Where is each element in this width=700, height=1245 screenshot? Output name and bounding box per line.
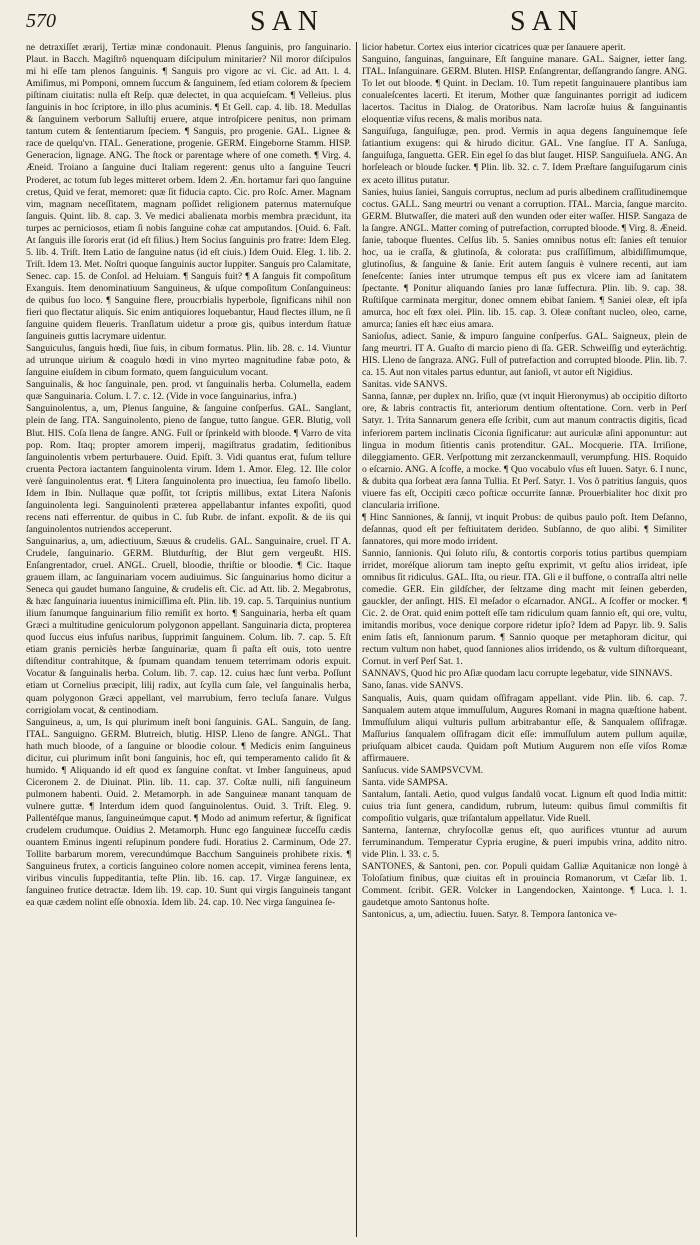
entry: Sanguinalis, & hoc ſanguinale, pen. prod. vt ſanguinalis herba. Columella, eadem quæ Sanguinaria. Colum. l. 7. c. 12. (Vide in voce ſanguinarius, infra.)	[26, 379, 351, 403]
entry: ne detraxiſſet ærarij, Tertiæ minæ condonauit. Plenus ſanguinis, pro ſanguinario. Plaut. in Bacch. Magiſtrô nquenquam diſcipulum minitarier? Nil moror diſcipulos mi hi eſſe tam plenos ſanguinis. ¶ Sanguis pro vigore ac vi. Cic. ad Att. l. 4. Amiſimus, mi Pomponi, omnem ſuccum & ſanguinem, ſed etiam colorem & ſpeciem piſtinam ciuitatis: nulla eſt Reſp. quæ delectet, in qua acquieſcam. ¶ Velleius. plus ſanguinis in hoc ſcriptore, in illo plus acuminis. ¶ Et Gell. cap. 4. lib. 18. Medullas & ſanguinem verborum Salluſtij eruere, atque introſpicere penitus, non primam tantum cutem & ſententiarum ſpeciem. ¶ Sanguis, pro progenie. GAL. Lignee & race de quelqu'vn. ITAL. Generatione, progenie. GERM. Eingeborne Stamm. HISP. Generacion, lignage. ANG. The ſtock or parentage where of one cometh. ¶ Virg. 4. Æneid. Troiano a ſanguine duci Italiam regerent: genus ulto a ſanguine Teucri Proderet, ac totum ſub leges mitteret orbem. Idem 2. Æn. hortamur fari quo ſanguine cretus, Quid ve ferat, memoret: quæ ſit fiducia capto. Cic. pro Roſc. Amer. Magnam vim, magnam neceſſitatem, magnam poſſidet religionem paternus maternuſque ſanguis. Quint. lib. 8. cap. 3. Ve medici abalienata morbis membra præcidunt, ita turpes ac perniciosos, etiam ſi nobis ſanguine cohæ cat amputandos. [Ouid. 6. Faſt. At ſanguis ille ſororis erat (id eſt filius.) Item Socius ſanguinis pro fratre: Idem Eleg. 5. lib. 4. Triſt. Item Latio de ſanguine natus (id eſt ciuis.) Idem Ouid. Eleg. 1. lib. 2. Triſt. Idem 13. Met. Noſtri quoque ſanguinis auctor Iuppiter. Sanguis pro Calamitate, Senec. cap. 15. de Conſol. ad Heluiam. ¶ Sanguis fuit? ¶ A ſanguis fit compoſitum Exanguis. Item denominatiuum Sanguineus, & uſque compoſitum Conſanguineus: de quibus ſuo loco. ¶ Sanguine flere, proucrbialis hyperbole, ſignificans nihil non fieri quo flectatur aliquis. Sic enim antiquiores loquebantur, Haud flectes illum, ne ſi ſanguine quidem fleueris. Tranſlatum uidetur a proœ gis, quibus interdum ſtatuæ ſanguineis guttis lacrymare uidentur.	[26, 42, 351, 343]
entry: Sanguinarius, a, um, adiectiuum, Sæuus & crudelis. GAL. Sanguinaire, cruel. IT A. Crudele, ſanguinario. GERM. Blutdurſtig, der Blut gern vergeußt. HIS. Enſangrentador, cruel. ANGL. Cruell, bloodie, thriſtie or bloodie. ¶ Cic. Itaque grauem illam, ac ſanguinariam vocem audiuimus. Sic ſanguinarius homo dicitur a Seneca qui gaudet humano ſanguine, & crudelis eſt. Cic. ad Att. lib. 2. Megabrotus, & hæc ſanguinaria iuuentus inimiciſſima eſt. Plin. lib. 19. cap. 5. Tarquinius nuntium ilium ſanumque ſanguinarium filio remiſit ex horto. ¶ Sanguinaria, herba eſt quam Græci a multitudine geniculorum polygonon appellant. Sanguinaria dicta, propterea quod ſuccus eius infuſus naribus, ſupprimit ſanguinem. Colum. lib. 7. cap. 5. Eſt etiam granis perniciès herbæ ſanguinariæ, quam ſi paſta eſt ouis, toto uentre diſtenditur contrahitque, & ſpumam quandam tenuem teterrimam odoris expuit. Vocatur & ſanguinalis herba. Colum. lib. 7. cap. 12. cuius hæc ſunt verba. Poſſunt etiam ut Cornelius præcipit, lilij radix, aut ſcylla cum ſale, vel ſanguinalis herba, quam polygonon Græci appellant, vel marrubium, ferro tecluſa ſanare. Vulgus corrigiolam vocat, & centinodiam.	[26, 535, 351, 716]
entry: Sannio, ſannionis. Qui ſoluto riſu, & contortis corporis totius partibus quempiam irridet, moréſque aliorum tam inepto geſtu exprimit, vt geſtu alios irrideat, ipſe omnibus ſit ridiculus. GAL. Iſta, ou rieur. ITA. Gli e il buffone, o contraſſa altri nelle comedie. GER. Ein gildſcher, der ſeltzame ding macht mit ſeinen geberden, gauckler, der anſingt. HIS. El meſador o eſcarnador. ANGL. A ſcoffer or mocker. ¶ Cic. 2. de Orat. quid enim potteſt eſſe tam ridiculum quam ſannio eſt, qui ore, vultu, imitandis moribus, voce denique corpore ridetur ipſo? Idem ad Papyr. lib. 9. Salis enim ſatis eſt, ſannionum parum. ¶ Sannio quoque per metaphoram dicitur, qui rectum vultum non habet, quod ſanniones alios irridendo, os & vultum diſtorqueant, Cornut. in verſ Perſ Sat. 1.	[362, 547, 687, 668]
entry: Santonicus, a, um, adiectiu. Iuuen. Satyr. 8. Tempora ſantonica ve-	[362, 909, 617, 921]
entry: Sano, ſanas. vide SANVS.	[362, 680, 464, 692]
left-column	[26, 42, 351, 1237]
running-head-left: SAN	[250, 6, 325, 37]
entry: ¶ Hinc Sanniones, & ſannij, vt inquit Probus: de quibus paulo poſt. Item Deſanno, deſannas, quod eſt per feſtiuitatem derideo. Subſanno, de quo alibi. ¶ Similiter ſannatores, qui more modo irrident.	[362, 511, 687, 547]
entry: Santa. vide SAMPSA.	[362, 776, 448, 788]
entry: Sanguino, ſanguinas, ſanguinare, Eſt ſanguine manare. GAL. Saigner, ietter ſang. ITAL. Inſanguinare. GERM. Bluten. HISP. Enſangrentar, deſſangrando ſangre. ANG. To let out bloode. ¶ Quint. in Declam. 10. Tum repetit ſanguinauere plantibus iam conualeſcentes lacerti. Et iterum, Mother quæ ſanguinantes porrigit ad iudicem lacertos. Tacitus in Dialog. de Oratoribus. Nam lacroſæ huius & ſanguinantis eloquentiæ viſus recens, & malis moribus nata.	[362, 54, 687, 126]
entry: Sanies, huius ſaniei, Sanguis corruptus, neclum ad puris albedinem craſſitudinemque coctus. GALL. Sang meurtri ou venant a corruption. ITAL. Marcia, ſangue marcito. GERM. Blutwaſſer, die materi auß den wunden oder eiter waſſer. HISP. Sangaza de la ſangre. ANGL. Matter coming of putrefaction, corrupted bloode. ¶ Virg. 8. Æneid. ſanie, taboque fluentes. Celſus lib. 5. Sanies omnibus notus eſt: ſanies eſt tenuior hoc, ua ie craſſa, & glutinoſa, & colorata: pus craſſiſſimum, albidiſſimumque, glutinoſius, & ſanguine & ſanie. Erit autem ſanguis è vulnere recenti, aut iam ſeneſcente: ſanies inter utrumque tempus eſt pus ex vlcere iam ad ſanitatem ſpectante. ¶ Ponitur aliquando ſanies pro lanæ ſuffectura. Plin. lib. 9. cap. 38. Ruſtiſque carminata mergitur, donec omnem ebibat ſaniem. ¶ Saniei oleæ, eſt ipſa amurca, hoc eſt fœx olei. Plin. lib. 15. cap. 3. Oleæ conſtant nucleo, oleo, carne, amurca; ſanies eſt hæc eius amara.	[362, 186, 687, 331]
entry: Sanna, ſannæ, per duplex nn. Iriſio, quæ (vt inquit Hieronymus) ab occipitio diſtorto ore, & labris contractis fit, anteriorum dentium oſtentatione. Corn. verb in Perſ Satyr. 1. Trita Sannarum genera eſſe ſcribit, cum aut manum contractis digitis, ſicad inferiorem partem inclinatis Ciconia ſignificatur: aut auriculæ aſini apponuntur: aut lingua in modum ſitientis canis protenditur. GAL. Mocquerie. ITA. Irriſione, dileggiamento. GER. Verſpottung mit zerzanckenmaull, verumpfung. HIS. Roquido o eſcarnio. ANG. A ſcoffe, a mocke. ¶ Quo vocabulo vſus eſt Iuuen. Satyr. 6. I nunc, & dubita qua ſorbeat æra ſanna Tullia. Et Perſ. Satyr. 1. Vos ô patritius ſanguis, quos viuere fas eſt, Occipiti cæco poſticæ occurrite ſannæ. Prouerbialiter hoc dixit pro clancularia irriſione.	[362, 391, 687, 511]
entry: Sanguineus, a, um, Is qui plurimum ineſt boni ſanguinis. GAL. Sanguin, de ſang. ITAL. Sanguigno. GERM. Blutreich, blutig. HISP. Lleno de ſangre. ANGL. That hath much bloode, of a ſanguine or bloodie colour. ¶ Medicis enim ſanguineus dicitur, cui plurimum inſit boni ſanguinis, hoc eſt, qui temperamento calido ſit & humido. ¶ Aliquando id eſt quod ex ſanguine conſtat. vt Imber ſanguineus, apud Ciceronem 2. de Diuinat. Plin. lib. 11. cap. 37. Coſtæ nulli, niſi ſanguineum pulmonem habenti. Ouid. 2. Metamorph. in ade Sanguineæ manant tanquam de vulnere guttæ. ¶ Interdum idem quod ſanguinolentus. Ouid. 3. Triſt. Eleg. 9. Pallentéſque manus, ſanguineúmque caput. ¶ Modo ad animum refertur, & ſignificat crudelem crudumque. Ouidius 2. Metamorph. Hunc ego ſanguineæ ſucceſſu cædis ouantem Eminus ingenti reſupinum pondere fudi. Horatius 2. Carminum, Ode 27. Tollite barbarum morem, verecundúmque Bacchum Sanguineis prohibete rixis. ¶ Sanguineus frutex, a corticis ſanguineo colore nomen accepit, viminea ferens lenta, viribus vinculis ſuppeditantia, teſte Plin. lib. 16. cap. 17. Virgæ ſanguineæ, ex ſanguineo frutice detractæ. Idem lib. 19. cap. 10. Sunt qui virgis ſanguineis tangant ea quæ cædem nolint eſſe obnoxia. Idem lib. 24. cap. 10. Nec virga ſanguinea ſe-	[26, 716, 351, 909]
page-header	[0, 0, 700, 44]
entry: licior habetur. Cortex eius interior cicatrices quæ per ſanauere aperit.	[362, 42, 626, 53]
entry: SANNAVS, Quod hic pro Aſiæ quodam lacu corrupte legebatur, vide SINNAVS.	[362, 668, 673, 680]
entry: SANTONES, & Santoni, pen. cor. Populi quidam Galliæ Aquitanicæ non longè à Toloſatium finibus, quæ ciuitas eſt in prouincia Romanorum, vt Cæſar lib. 1. Comment. ſcribit. GER. Volcker in Langendocken, Xaintonge. ¶ Luca. l. 1. gaudetque amoto Santonus hoſte.	[362, 861, 687, 909]
entry: Santerna, ſanternæ, chryſocollæ genus eſt, quo aurifices vtuntur ad aurum ferruminandum. Temperatur Cypria erugine, & pueri impubis vrina, addito nitro. vide Plin. l. 33. c. 5.	[362, 825, 687, 861]
entry: Sanioſus, adiect. Sanie, & impuro ſanguine conſperſus. GAL. Saigneux, plein de ſang meurtri. IT A. Guaſto di marcio pieno di ſſa. GER. Schweiſſig und eyterächtig. HIS. Lleno de ſangraza. ANG. Full of putrefaction and corrupted bloode. Plin. lib. 7. ca. 15. Aut non vitales partus eduntur, aut ſanioſi, vt autor eſt Nigidius.	[362, 331, 687, 379]
right-column	[362, 42, 687, 1237]
entry: Santalum, ſantali. Aetio, quod vulgus ſandalû vocat. Lignum eſt quod India mittit: cuius tria ſunt genera, candidum, rubrum, luteum: quibus ſimul commiſtis fit compoſitio vulgaris, quæ triſantalum appellatur. Vide Ruell.	[362, 788, 687, 824]
entry: Sanguinolentus, a, um, Plenus ſanguine, & ſanguine conſperſus. GAL. Sanglant, plein de ſang. ITA. Sanguinolento, pieno de ſangue, tutto ſangue. GER. Blutig, voll Blut. HIS. Coſa llena de ſangre. ANG. Full or ſprinkeld with bloode. ¶ Varro de vita pop. Rom. Itaq; propter amorem imperij, magiſtratus gradatim, ſeditionibus ſanguinolentis vrbem perturbauere. Ouid. Epiſt. 3. Vidi quantus erat, fuſum tellure cruenta Pectora iactantem ſanguinolenta virum. Idem 1. Amor. Eleg. 12. Ille color verè ſanguinolentus erat. ¶ Litera ſanguinolenta pro inuectiua, ſeu famoſo libello. Idem in Ibin. Nullaque quæ poſſit, tot ſcriptis millibus, extat Litera Naſonis ſanguinolenta legi. Sanguinolenti præterea appellabantur infantes expoſiti, quod recens nati efferrentur. de quibus in C. ſub Rubr. de infant. expoſit. & de iis qui ſanguinolentos nutriendos acceperunt.	[26, 403, 351, 535]
entry: Sanitas. vide SANVS.	[362, 379, 448, 391]
column-divider	[356, 42, 357, 1237]
entry: Sanſucus. vide SAMPSVCVM.	[362, 764, 484, 776]
running-head-right: SAN	[510, 6, 585, 37]
entry: Sanguiculus, ſanguis hœdi, ſiue ſuis, in cibum formatus. Plin. lib. 28. c. 14. Viuntur ad utrunque uirium & coagulo hœdi in vino myrteo magnitudine fabæ poto, & ſanguine eiuſdem in cibum formato, quem ſanguiculum vocant.	[26, 343, 351, 379]
page-number: 570	[26, 10, 56, 32]
entry: Sanqualis, Auis, quam quidam oſſifragam appellant. vide Plin. lib. 6. cap. 7. Sanqualem autem atque immuſſulum, Augures Romani in magna quæſtione habent. Immuſſulum aliqui vulturis pullum arbitrabantur eſſe, & Sanqualem oſſifragæ. Maſſurius ſanqualem oſſifragam dicit eſſe: immuſſulum autem pullum aquilæ, priuſquam albicet cauda. Quidam poſt Mutium Augurem non eſſe viſos Romæ affirmauere.	[362, 692, 687, 764]
entry: Sanguiſuga, ſanguiſugæ, pen. prod. Vermis in aqua degens ſanguinemque ſeſe ſatiantium exugens: qui & hirudo dicitur. GAL. Vne ſangſue. IT A. Sanſuga, ſanguiſuga, ſanguetta. GER. Ein egel ſo das blut ſauget. HISP. Sanguiſuela. ANG. An horſeleach or bloude ſucker. ¶ Plin. lib. 32. c. 7. Idem Præſtare ſanguiſugarum cinis ex aceto illitus putatur.	[362, 126, 687, 186]
